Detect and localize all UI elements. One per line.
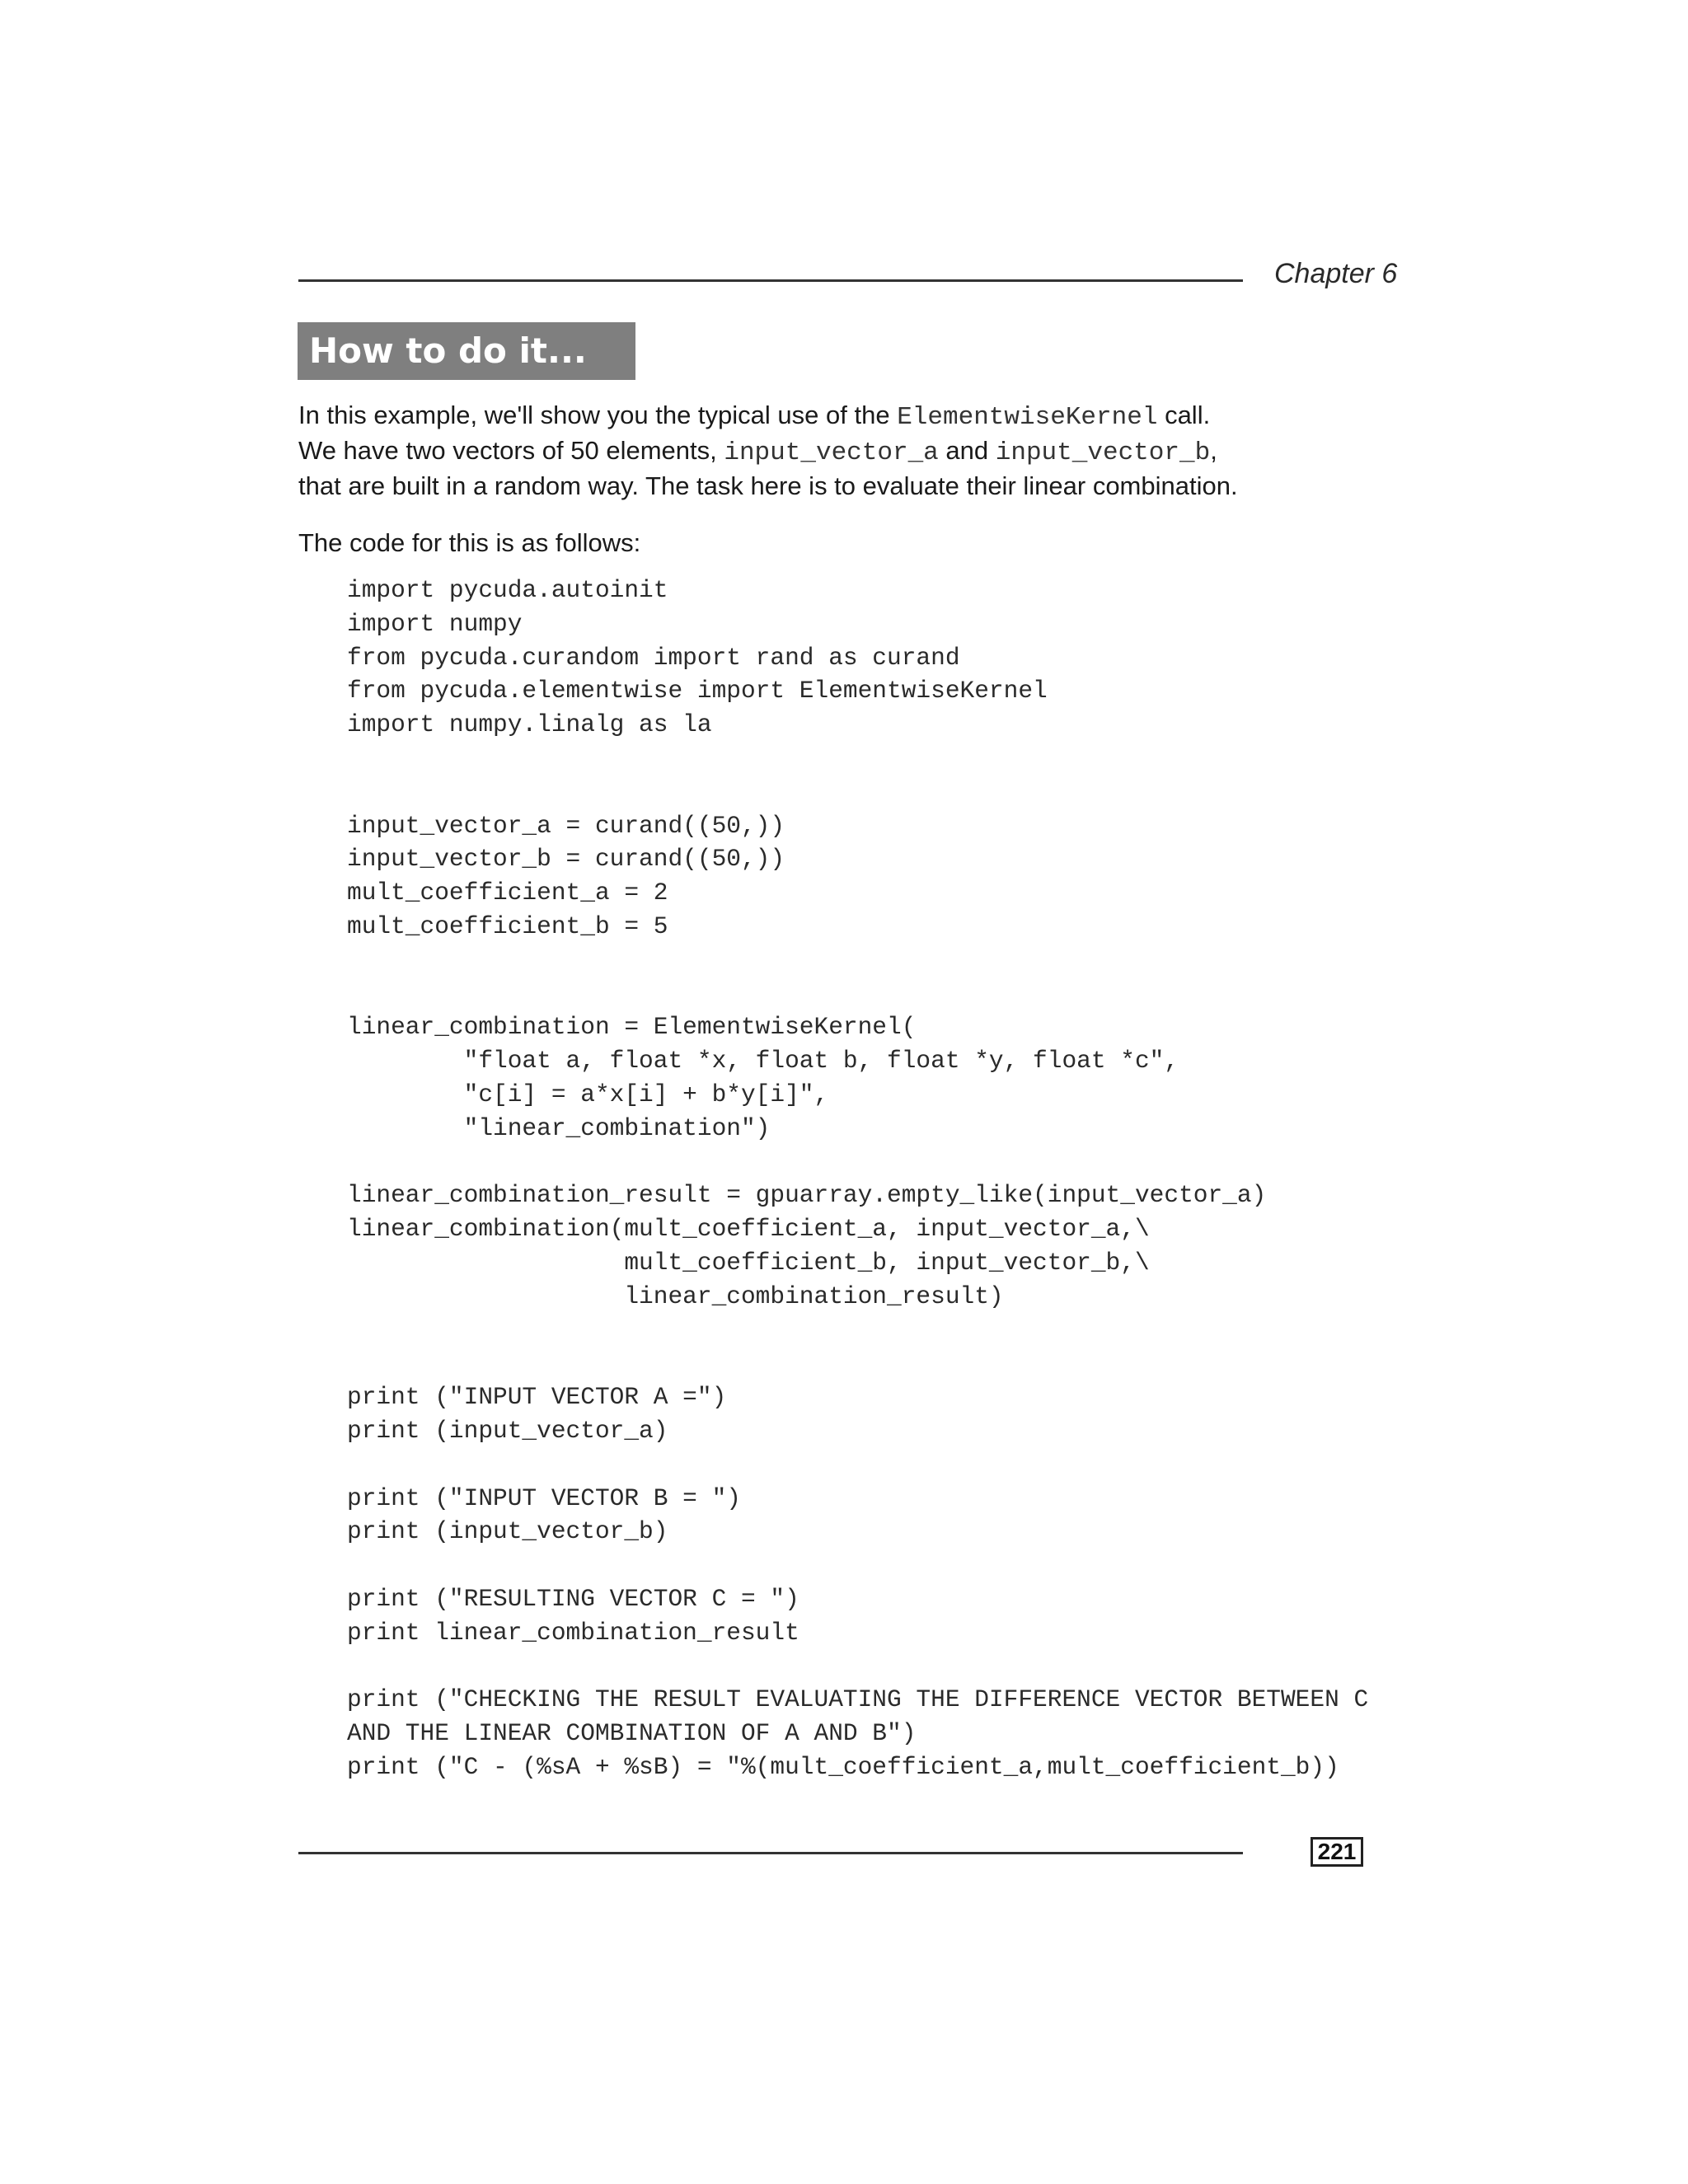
code-intro-paragraph: The code for this is as follows: [298, 528, 641, 557]
intro-text-part: call. We have two vectors of 50 elements, [298, 401, 1211, 465]
intro-text-part: In this example, we'll show you the typical use of the [298, 401, 898, 429]
footer-rule [298, 1852, 1243, 1854]
intro-text-part: and [938, 436, 996, 465]
section-heading: How to do it... [298, 322, 635, 380]
intro-text [298, 399, 1246, 560]
inline-code-elementwisekernel: ElementwiseKernel [897, 403, 1158, 432]
header-rule [298, 279, 1243, 282]
inline-code-input-vector-b: input_vector_b [995, 438, 1211, 467]
intro-paragraph [298, 399, 1246, 503]
code-listing: import pycuda.autoinit import numpy from pycuda.curandom import rand as curand from pycuda.elementwise import ElementwiseKernel import numpy.linalg as la input_vector_a = curand((50,)) input_vector_b = curand((50,)) mult_coefficient_a = 2 mult_coefficient_b = 5 linear_combination = ElementwiseKernel( "float a, float *x, float b, float *y, float *c", "c[i] = a*x[i] + b*y[i]", "linear_combination") linear_combination_result = gpuarray.empty_like(input_vector_a) linear_combination(mult_coefficient_a, input_vector_a,\ mult_coefficient_b, input_vector_b,\ linear_combination_result) print ("INPUT VECTOR A =") print (input_vector_a) print ("INPUT VECTOR B = ") print (input_vector_b) print ("RESULTING VECTOR C = ") print linear_combination_result print ("CHECKING THE RESULT EVALUATING THE DIFFERENCE VECTOR BETWEEN C AND THE LINEAR COMBINATION OF A AND B") print ("C - (%sA + %sB) = "%(mult_coefficient_a,mult_coefficient_b)) [347, 576, 1369, 1781]
inline-code-input-vector-a: input_vector_a [724, 438, 939, 467]
page-number: 221 [1311, 1837, 1363, 1867]
intro-text-part: , that are built in a random way. The task here is to evaluate their linear combination. [298, 436, 1238, 500]
chapter-label: Chapter 6 [1274, 258, 1398, 289]
